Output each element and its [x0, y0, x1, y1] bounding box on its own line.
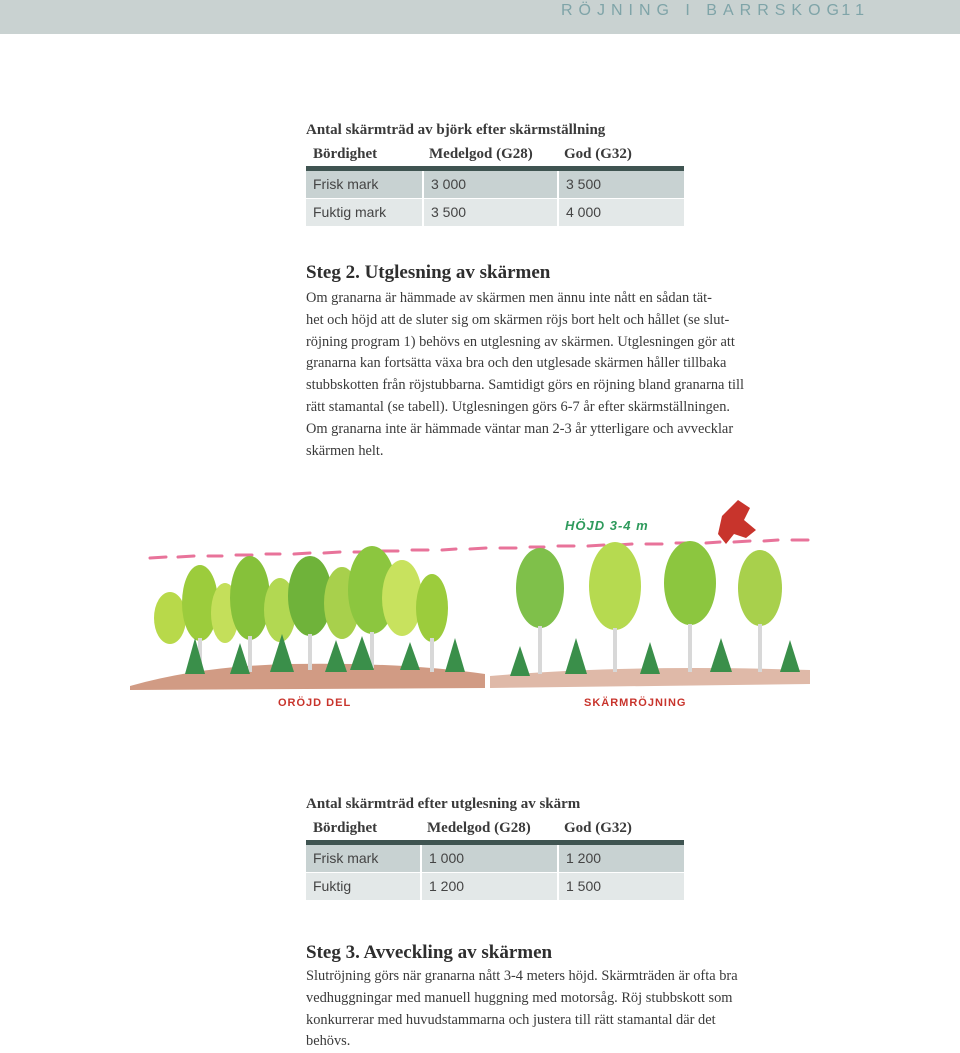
text-line: Om granarna inte är hämmade väntar man 2-3 år ytterligare och avvecklar [306, 420, 734, 437]
column-header: God (G32) [564, 146, 632, 162]
trees-cleared [510, 541, 800, 676]
text-line: behövs. [306, 1033, 351, 1050]
body-text-steg-2 [306, 288, 810, 462]
table-cell: Fuktig mark [313, 204, 387, 220]
column-header: Medelgod (G28) [427, 820, 531, 836]
forest-drawing [110, 478, 830, 738]
text-line: rätt stamantal (se tabell). Utglesningen görs 6-7 år efter skärmställningen. [306, 398, 730, 415]
table-header [306, 816, 684, 840]
column-header: Medelgod (G28) [429, 146, 533, 162]
text-line: Slutröjning görs när granarna nått 3-4 meters höjd. Skärmträden är ofta bra [306, 968, 738, 984]
table-cell: 1 000 [420, 845, 557, 872]
text-line: vedhuggningar med manuell huggning med motorsåg. Röj stubbskott som [306, 989, 733, 1006]
table-cell: 3 500 [422, 199, 557, 226]
page-number: 11 [841, 2, 870, 19]
table-cell: 1 200 [557, 845, 684, 872]
table-row [306, 199, 684, 226]
column-header: Bördighet [313, 820, 378, 836]
text-line: Om granarna är hämmade av skärmen men ännu inte nått en sådan tät- [306, 290, 712, 306]
label-uncleared: ORÖJD DEL [278, 697, 352, 709]
table-skarmtrad-bjork [306, 118, 684, 226]
table-header [306, 142, 684, 166]
section-title-steg-3: Steg 3. Avveckling av skärmen [306, 942, 553, 963]
table-skarmtrad-utglesning [306, 792, 684, 900]
table-cell: 3 000 [422, 171, 557, 198]
trees-uncleared [154, 546, 465, 674]
text-line: skärmen helt. [306, 442, 384, 459]
table-row [306, 171, 684, 198]
section-title-steg-2: Steg 2. Utglesning av skärmen [306, 262, 551, 283]
body-text-steg-3 [306, 966, 810, 1053]
column-header: God (G32) [564, 820, 632, 836]
height-label: HÖJD 3-4 m [565, 518, 649, 533]
column-header: Bördighet [313, 146, 378, 162]
table-cell: Frisk mark [313, 850, 379, 866]
table-row [306, 845, 684, 872]
table-cell: 1 200 [420, 873, 557, 900]
bird-icon [718, 500, 756, 544]
forest-illustration [110, 478, 830, 738]
table-cell: 4 000 [557, 199, 684, 226]
text-line: konkurrerar med huvudstammarna och justera till rätt stamantal där det [306, 1011, 716, 1028]
table-cell: 1 500 [557, 873, 684, 900]
text-line: granarna kan fortsätta växa bra och den utglesade skärmen håller tillbaka [306, 355, 727, 372]
table-cell: 3 500 [557, 171, 684, 198]
table-cell: Frisk mark [313, 176, 379, 192]
text-line: stubbskotten från röjstubbarna. Samtidigt görs en röjning bland granarna till [306, 377, 745, 394]
table-title: Antal skärmträd av björk efter skärmställning [306, 122, 606, 138]
table-cell: Fuktig [313, 878, 352, 894]
label-cleared: SKÄRMRÖJNING [584, 697, 687, 709]
text-line: röjning program 1) behövs en utglesning av skärmen. Utglesningen gör att [306, 333, 735, 350]
running-title [561, 2, 845, 20]
table-title: Antal skärmträd efter utglesning av skärm [306, 796, 581, 812]
running-title-text: RÖJNING I BARRSKOG [560, 2, 845, 19]
table-row [306, 873, 684, 900]
text-line: het och höjd att de sluter sig om skärmen röjs bort helt och hållet (se slut- [306, 311, 730, 328]
